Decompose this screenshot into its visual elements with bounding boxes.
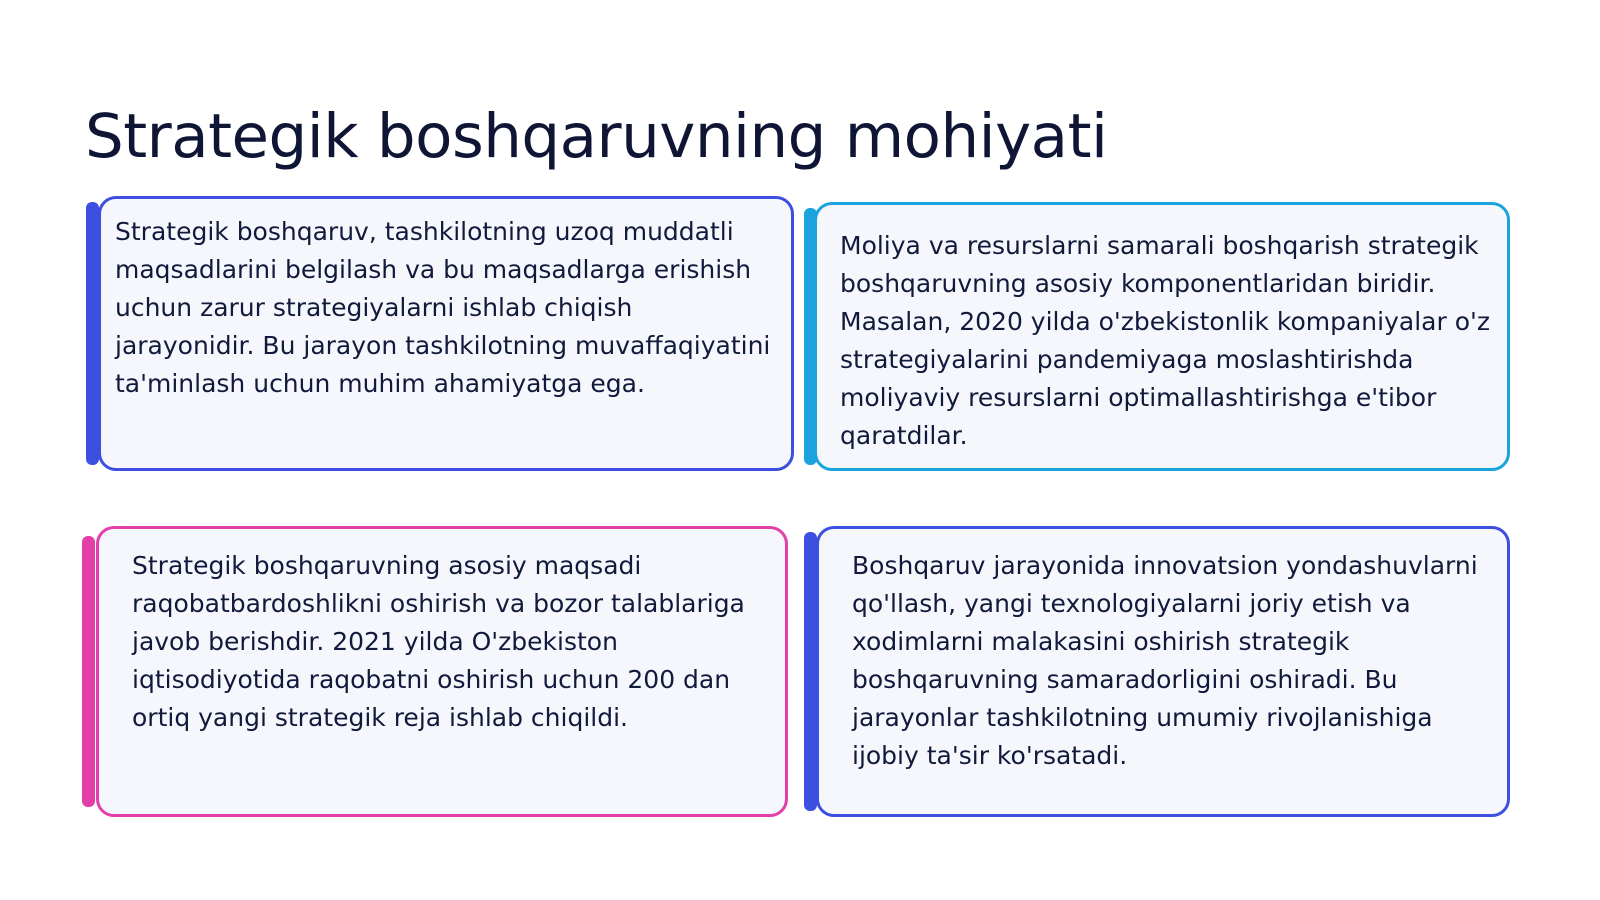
card-text: Moliya va resurslarni samarali boshqarish strategik boshqaruvning asosiy komponentlaridan biridir. Masalan, 2020 yilda o'zbekistonlik kompaniyalar o'z strategiyalarini pandemiyaga moslashtirishda moliyaviy resurslarni optimallashtirishga e'tibor qaratdilar. — [840, 231, 1490, 450]
slide-title: Strategik boshqaruvning mohiyati — [85, 101, 1108, 172]
card-text: Strategik boshqaruvning asosiy maqsadi raqobatbardoshlikni oshirish va bozor talablariga javob berishdir. 2021 yilda O'zbekiston iqtisodiyotida raqobatni oshirish uchun 200 dan ortiq yangi strategik reja ishlab chiqildi. — [132, 551, 745, 732]
content-card-finance — [814, 202, 1510, 471]
content-card-definition — [98, 196, 794, 471]
card-text: Boshqaruv jarayonida innovatsion yondashuvlarni qo'llash, yangi texnologiyalarni joriy etish va xodimlarni malakasini oshirish strategik boshqaruvning samaradorligini oshiradi. Bu jarayonlar tashkilotning umumiy rivojlanishiga ijobiy ta'sir ko'rsatadi. — [852, 551, 1478, 770]
card-accent-bar — [82, 536, 95, 807]
card-text: Strategik boshqaruv, tashkilotning uzoq muddatli maqsadlarini belgilash va bu maqsadlarga erishish uchun zarur strategiyalarni ishlab chiqish jarayonidir. Bu jarayon tashkilotning muvaffaqiyatini ta'minlash uchun muhim ahamiyatga ega. — [115, 217, 771, 398]
content-card-innovation — [816, 526, 1510, 817]
content-card-competitiveness — [96, 526, 788, 817]
